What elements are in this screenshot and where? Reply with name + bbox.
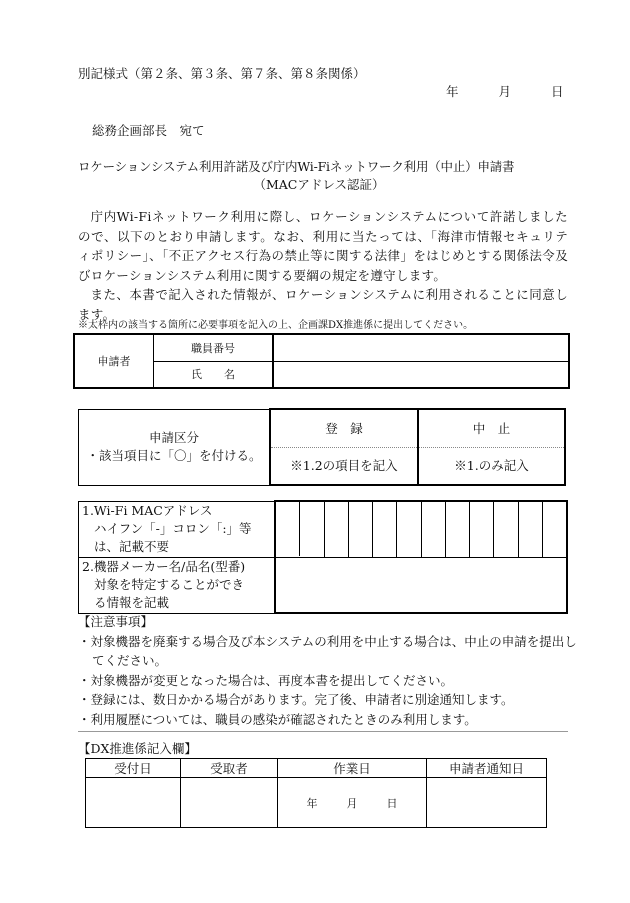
consent-paragraph-2: また、本書で記入された情報が、ロケーションシステムに利用されることに同意します。 [78,287,568,322]
document-title: ロケーションシステム利用許諾及び庁内Wi-Fiネットワーク利用（中止）申請書 [78,159,515,174]
office-col-workdate: 作業日 [278,759,427,778]
mac-digit-box[interactable] [446,502,470,557]
note-item: ・対象機器を廃棄する場合及び本システムの利用を中止する場合は、中止の申請を提出してください。 [78,633,577,668]
receiver-cell [181,778,278,828]
maker-field[interactable] [275,557,567,613]
consent-paragraph-1: 庁内Wi-Fiネットワーク利用に際し、ロケーションシステムについて許諾しましたので、以下のとおり申請します。なお、利用に当たっては、「海津市情報セキュリティポリシー」、「不正アクセス行為の禁止等に関する法律」をはじめとする関係法令及びロケーションシステム利用に関する要綱の規定を遵守します。 [78,209,568,283]
device-table [78,500,568,614]
name-field[interactable] [273,361,569,388]
note-item: ・対象機器が変更となった場合は、再度本書を提出してください。 [78,672,454,688]
maker-label: 2.機器メーカー名/品名(型番) [82,559,246,574]
mac-digit-box[interactable] [422,502,446,557]
stop-option[interactable] [418,409,565,485]
office-col-notifydate: 申請者通知日 [427,759,547,778]
date-year-label: 年 [446,84,459,99]
applicant-label: 申請者 [74,334,154,388]
office-table [85,758,547,828]
office-heading: 【DX推進係記入欄】 [78,741,197,756]
mac-hint-2: は、記載不要 [94,539,170,554]
mac-hint: ハイフン「-」コロン「:」等 [94,521,252,536]
addressee: 総務企画部長 宛て [92,123,205,138]
category-label: 申請区分 [148,430,199,445]
category-label-cell [79,409,271,485]
maker-label-cell [79,557,276,613]
maker-hint-2: る情報を記載 [94,595,170,610]
receipt-date-cell [86,778,181,828]
staff-number-field[interactable] [273,334,569,361]
stop-label: 中 止 [419,410,564,448]
mac-digit-box[interactable] [470,502,494,557]
mac-digit-box[interactable] [397,502,421,557]
stop-note: ※1.のみ記入 [454,458,529,473]
mac-label-cell [79,501,276,557]
mac-digit-box[interactable] [543,502,566,557]
mac-digit-box[interactable] [300,502,324,557]
work-date-year: 年 [306,796,318,810]
register-note: ※1.2の項目を記入 [290,458,398,473]
work-date-month: 月 [346,796,358,810]
note-item: ・利用履歴については、職員の感染が確認されたときのみ利用します。 [78,711,477,727]
office-col-receipt: 受付日 [86,759,181,778]
staff-number-label: 職員番号 [154,334,274,361]
consent-text [78,207,568,325]
work-date-day: 日 [386,796,398,810]
work-date-cell [278,778,427,828]
mac-digit-box[interactable] [325,502,349,557]
applicant-table [73,333,570,389]
note-item: ・登録には、数日かかる場合があります。完了後、申請者に別途通知します。 [78,692,514,707]
category-table [78,408,566,486]
register-option[interactable] [270,409,418,485]
form-label: 別記様式（第２条、第３条、第７条、第８条関係） [78,66,366,81]
section-divider [78,731,568,732]
maker-hint: 対象を特定することができ [94,577,245,592]
mac-digit-box[interactable] [276,502,300,556]
notes-heading: 【注意事項】 [78,614,154,629]
date-month-label: 月 [498,84,511,99]
mac-digit-box[interactable] [519,502,543,557]
category-hint: ・該当項目に「〇」を付ける。 [86,448,262,463]
mac-digit-box[interactable] [373,502,397,557]
notes-section [78,612,578,729]
office-col-receiver: 受取者 [181,759,278,778]
register-label: 登 録 [271,410,417,448]
mac-digit-box[interactable] [349,502,373,557]
notify-date-cell [427,778,547,828]
mac-digit-box[interactable] [494,502,518,557]
mac-address-field[interactable] [275,501,567,557]
document-subtitle: （MACアドレス認証） [253,177,385,192]
date-day-label: 日 [550,84,564,99]
submission-date [446,82,563,100]
instruction-note: ※太枠内の該当する箇所に必要事項を記入の上、企画課DX推進係に提出してください。 [78,320,474,331]
mac-label: 1.Wi-Fi MACアドレス [82,503,213,518]
name-label: 氏 名 [154,361,274,388]
